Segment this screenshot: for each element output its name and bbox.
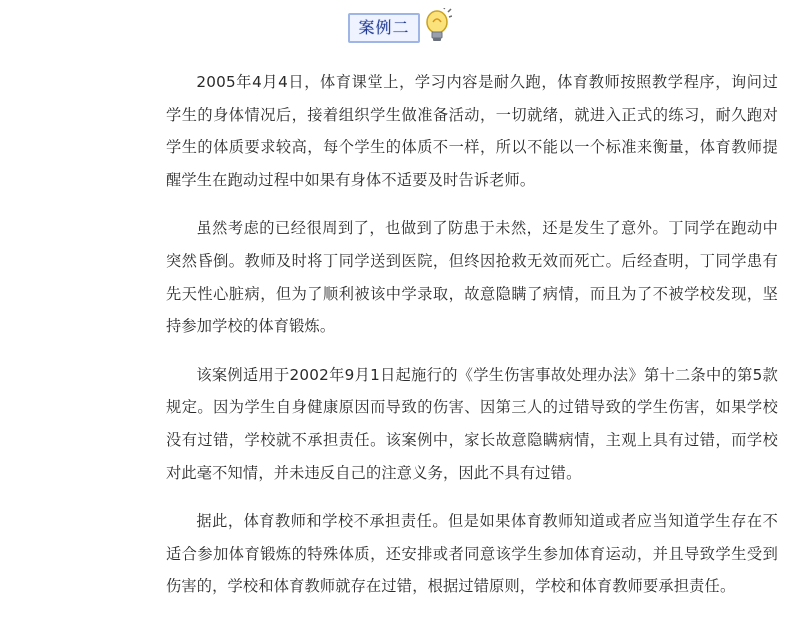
lightbulb-icon [422, 8, 452, 44]
case-title-badge [348, 10, 451, 46]
paragraph: 该案例适用于2002年9月1日起施行的《学生伤害事故处理办法》第十二条中的第5款规定。因为学生自身健康原因而导致的伤害、因第三人的过错导致的学生伤害，如果学校没有过错，学校就不承担责任。该案例中，家长故意隐瞒病情，主观上具有过错，而学校对此毫不知情，并未违反自己的注意义务，因此不具有过错。 [166, 365, 778, 482]
paragraph: 2005年4月4日，体育课堂上，学习内容是耐久跑，体育教师按照教学程序，询问过学生的身体情况后，接着组织学生做准备活动，一切就绪，就进入正式的练习，耐久跑对学生的体质要求较高，每个学生的体质不一样，所以不能以一个标准来衡量，体育教师提醒学生在跑动过程中如果有身体不适要及时告诉老师。 [166, 73, 778, 189]
case-body [166, 66, 778, 619]
case-title: 案例二 [348, 13, 419, 43]
paragraph: 据此，体育教师和学校不承担责任。但是如果体育教师知道或者应当知道学生存在不适合参加体育锻炼的特殊体质，还安排或者同意该学生参加体育运动，并且导致学生受到伤害的，学校和体育教师就存在过错，根据过错原则，学校和体育教师要承担责任。 [166, 512, 778, 596]
paragraph: 虽然考虑的已经很周到了，也做到了防患于未然，还是发生了意外。丁同学在跑动中突然昏倒。教师及时将丁同学送到医院，但终因抢救无效而死亡。后经查明，丁同学患有先天性心脏病，但为了顺利被该中学录取，故意隐瞒了病情，而且为了不被学校发现，坚持参加学校的体育锻炼。 [166, 219, 778, 336]
title-area [0, 10, 800, 46]
